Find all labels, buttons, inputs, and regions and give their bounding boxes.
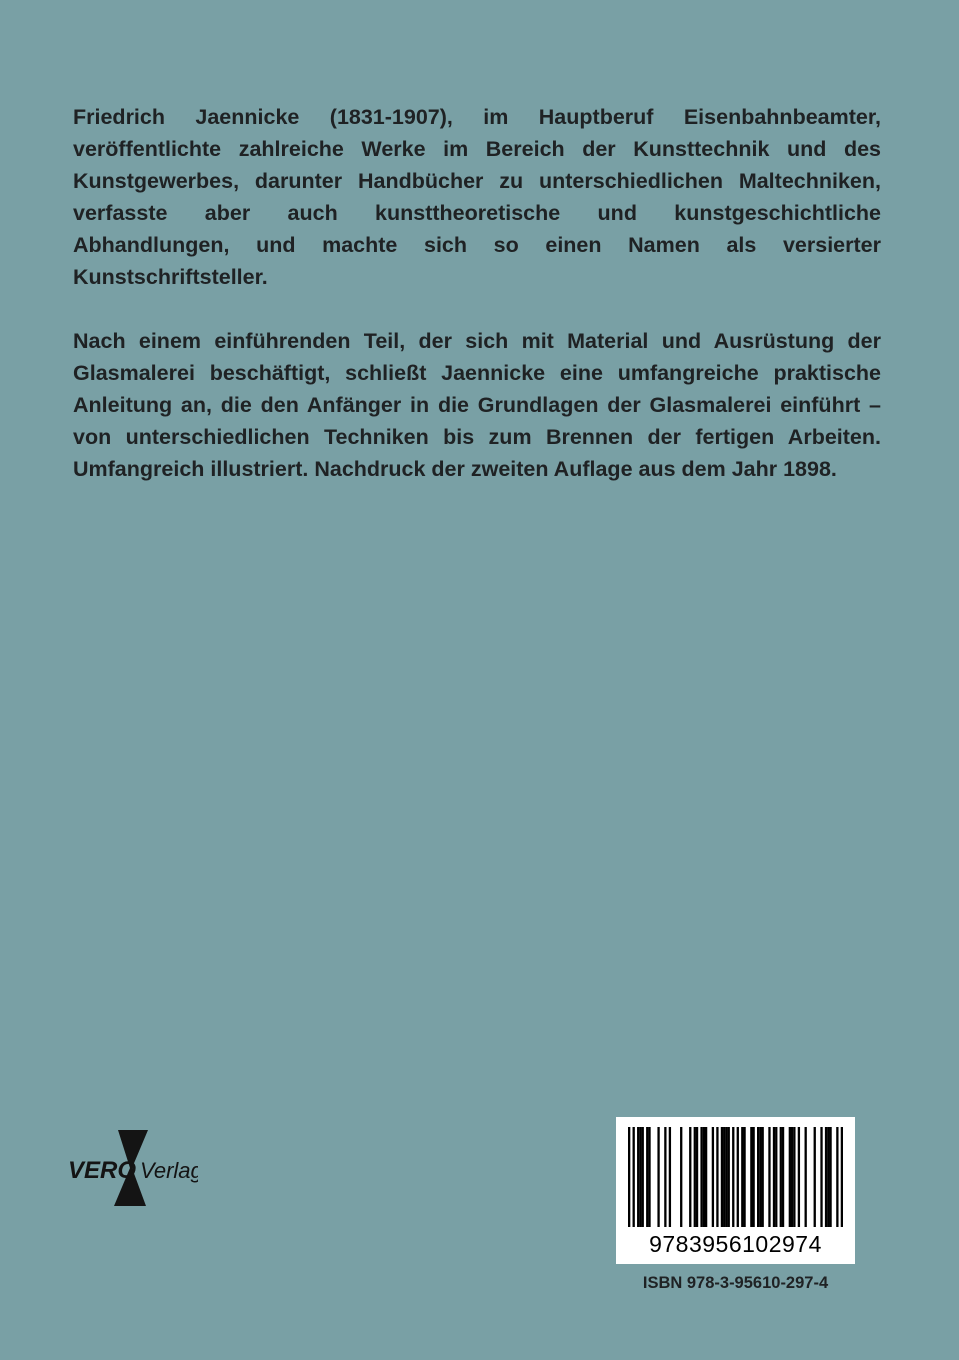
barcode-bar (696, 1127, 698, 1227)
barcode-bar (759, 1127, 761, 1227)
barcode-bar (700, 1127, 702, 1227)
barcode-bar (716, 1127, 718, 1227)
barcode-bar (680, 1127, 682, 1227)
barcode-bar (721, 1127, 723, 1227)
barcode-bar (827, 1127, 829, 1227)
barcode-bar (732, 1127, 734, 1227)
barcode-bar (757, 1127, 759, 1227)
barcode-bar (712, 1127, 714, 1227)
barcode-bar (780, 1127, 782, 1227)
logo-text-vero: VERO (68, 1157, 137, 1184)
barcode-bar (752, 1127, 754, 1227)
barcode-bar (633, 1127, 635, 1227)
barcode-bar (805, 1127, 807, 1227)
barcode-bar (689, 1127, 691, 1227)
blurb-paragraph-content: Nach einem einführenden Teil, der sich mit Material und Ausrüstung der Glasmalerei beschäftigt, schließt Jaennicke eine umfangreiche praktische Anleitung an, die den Anfänger in die Grundlagen der Glasmalerei einführt – von unterschiedlichen Techniken bis zum Brennen der fertigen Arbeiten. Umfangreich illustriert. Nachdruck der zweiten Auflage aus dem Jahr 1898. (73, 329, 881, 481)
isbn-label: ISBN 978-3-95610-297-4 (642, 1274, 829, 1292)
blurb-paragraph-author: Friedrich Jaennicke (1831-1907), im Hauptberuf Eisenbahnbeamter, veröffentlichte zahlreiche Werke im Bereich der Kunsttechnik und des Kunstgewerbes, darunter Handbücher zu unterschiedlichen Maltechniken, verfasste aber auch kunsttheoretische und kunstgeschichtliche Abhandlungen, und machte sich so einen Namen als versierter Kunstschriftsteller. (73, 105, 881, 289)
barcode-bar (789, 1127, 791, 1227)
barcode-bar (637, 1127, 639, 1227)
barcode-bar (664, 1127, 666, 1227)
barcode-bar (836, 1127, 838, 1227)
barcode-bar (657, 1127, 659, 1227)
barcode-bar (639, 1127, 641, 1227)
barcode-bar (791, 1127, 793, 1227)
barcode (616, 1117, 855, 1264)
barcode-bar (705, 1127, 707, 1227)
barcode-bar (793, 1127, 795, 1227)
logo-text-verlag: Verlag (140, 1158, 198, 1183)
barcode-bar (694, 1127, 696, 1227)
barcode-bar (743, 1127, 745, 1227)
barcode-bar (782, 1127, 784, 1227)
barcode-bar (703, 1127, 705, 1227)
barcode-bar (775, 1127, 777, 1227)
barcode-bar (728, 1127, 730, 1227)
barcode-bar (725, 1127, 727, 1227)
barcode-bar (841, 1127, 843, 1227)
barcode-bar (814, 1127, 816, 1227)
barcode-bars (628, 1127, 843, 1227)
barcode-bar (642, 1127, 644, 1227)
barcode-bar (773, 1127, 775, 1227)
barcode-bar (646, 1127, 648, 1227)
barcode-bar (737, 1127, 739, 1227)
barcode-bar (669, 1127, 671, 1227)
barcode-bar (628, 1127, 630, 1227)
barcode-bar (723, 1127, 725, 1227)
back-cover-blurb (73, 101, 881, 485)
barcode-bar (825, 1127, 827, 1227)
barcode-bar (750, 1127, 752, 1227)
barcode-bar (762, 1127, 764, 1227)
barcode-bar (820, 1127, 822, 1227)
vero-verlag-logo (68, 1130, 198, 1206)
barcode-bar (768, 1127, 770, 1227)
barcode-bar (648, 1127, 650, 1227)
barcode-digits: 9783956102974 (649, 1231, 822, 1257)
barcode-bar (798, 1127, 800, 1227)
barcode-bar (829, 1127, 831, 1227)
barcode-bar (741, 1127, 743, 1227)
